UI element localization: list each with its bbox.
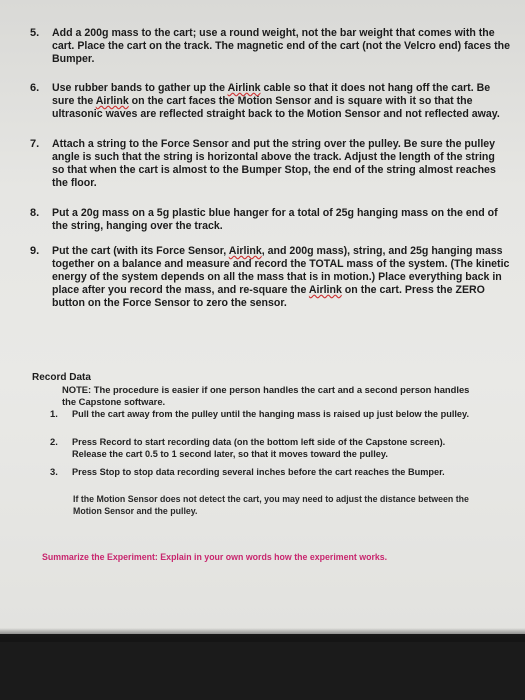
summary-prompt: Summarize the Experiment: Explain in your own words how the experiment works. [42, 552, 388, 562]
step-6 [30, 82, 510, 138]
record-step-1 [50, 408, 480, 436]
step-number: 2. [50, 436, 58, 447]
step-text: Attach a string to the Force Sensor and put the string over the pulley. Be sure the pulley angle is such that the string is horizontal above the track. Adjust the length of the string so that when the cart is almost to the Bumper Stop, the end of the string almost reaches the floor. [52, 138, 496, 189]
record-step-2 [50, 436, 480, 466]
step-9 [30, 245, 510, 325]
step-text: Use rubber bands to gather up the Airlink cable so that it does not hang off the cart. Be sure the Airlink on the cart faces the Motion Sensor and is square with it so that the ultrasonic waves are reflected straight back to the Motion Sensor and not reflected away. [52, 82, 500, 120]
step-8 [30, 207, 510, 245]
step-number: 8. [30, 207, 40, 219]
step-text: Press Stop to stop data recording several inches before the cart reaches the Bumper. [72, 467, 445, 477]
step-number: 6. [30, 82, 40, 94]
page-edge-shadow [0, 628, 525, 642]
airlink-word: Airlink [95, 95, 129, 107]
step-number: 9. [30, 245, 40, 257]
airlink-word: Airlink [228, 245, 262, 257]
motion-sensor-tip: If the Motion Sensor does not detect the cart, you may need to adjust the distance between the Motion Sensor and the pulley. [73, 494, 469, 516]
record-step-3 [50, 466, 480, 482]
step-number: 1. [50, 408, 58, 419]
airlink-word: Airlink [308, 284, 342, 296]
record-note: NOTE: The procedure is easier if one person handles the cart and a second person handles the Capstone software. [62, 384, 470, 407]
step-text: Put the cart (with its Force Sensor, Airlink, and 200g mass), string, and 25g hanging mass together on a balance and measure and record the TOTAL mass of the system. (The kinetic energy of the system depends on all the mass that is in motion.) Place everything back in place after you record the mass, and re-square the Airlink on the cart. Press the ZERO button on the Force Sensor to zero the sensor. [52, 245, 510, 309]
procedure-steps [30, 27, 510, 325]
step-number: 3. [50, 466, 58, 477]
step-text: Add a 200g mass to the cart; use a round weight, not the bar weight that comes with the cart. Place the cart on the track. The magnetic end of the cart (not the Velcro end) faces the Bumper. [52, 27, 511, 65]
step-7 [30, 138, 510, 207]
step-5 [30, 27, 510, 82]
step-number: 7. [30, 138, 40, 150]
record-data-heading: Record Data [32, 372, 91, 383]
airlink-word: Airlink [227, 82, 261, 94]
record-steps [50, 408, 480, 482]
step-text: Press Record to start recording data (on the bottom left side of the Capstone screen). Release the cart 0.5 to 1 second later, so that it moves toward the pulley. [72, 437, 446, 459]
step-text: Pull the cart away from the pulley until the hanging mass is raised up just below the pulley. [72, 409, 470, 419]
step-number: 5. [30, 27, 40, 39]
step-text: Put a 20g mass on a 5g plastic blue hanger for a total of 25g hanging mass on the end of the string, hanging over the track. [52, 207, 498, 232]
